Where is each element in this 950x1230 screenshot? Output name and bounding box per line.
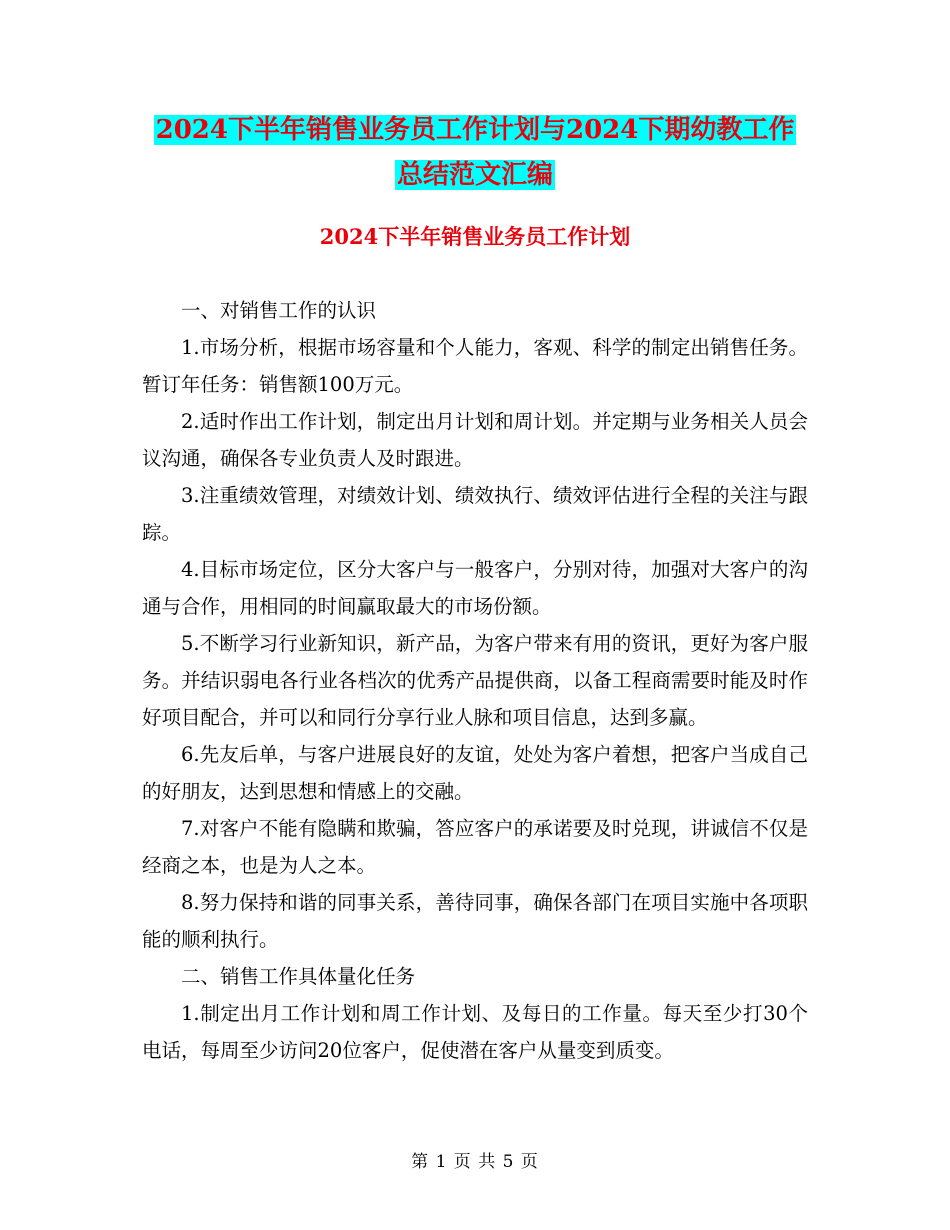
document-body xyxy=(142,292,808,1069)
heading-paragraph: 二、销售工作具体量化任务 xyxy=(181,965,416,988)
page-footer: 第 1 页 共 5 页 xyxy=(411,1152,539,1172)
body-paragraph: 1.市场分析，根据市场容量和个人能力，客观、科学的制定出销售任务。暂订年任务：销售额100万元。 xyxy=(142,336,808,396)
body-paragraph: 1.制定出月工作计划和周工作计划、及每日的工作量。每天至少打30个电话，每周至少访问20位客户，促使潜在客户从量变到质变。 xyxy=(142,1002,808,1062)
body-paragraph: 8.努力保持和谐的同事关系，善待同事，确保各部门在项目实施中各项职能的顺利执行。 xyxy=(142,891,808,951)
heading-paragraph: 一、对销售工作的认识 xyxy=(181,299,377,322)
body-paragraph: 5.不断学习行业新知识，新产品，为客户带来有用的资讯，更好为客户服务。并结识弱电各行业各档次的优秀产品提供商，以备工程商需要时能及时作好项目配合，并可以和同行分享行业人脉和项目信息，达到多赢。 xyxy=(142,632,808,729)
document-title-line-2 xyxy=(140,155,810,195)
body-paragraph: 7.对客户不能有隐瞒和欺骗，答应客户的承诺要及时兑现，讲诚信不仅是经商之本，也是为人之本。 xyxy=(142,817,808,877)
body-paragraph: 6.先友后单，与客户进展良好的友谊，处处为客户着想，把客户当成自己的好朋友，达到思想和情感上的交融。 xyxy=(142,743,808,803)
title-highlight: 总结范文汇编 xyxy=(396,160,553,190)
title-highlight: 2024下半年销售业务员工作计划与2024下期幼教工作 xyxy=(155,115,795,145)
section-title: 2024下半年销售业务员工作计划 xyxy=(319,224,631,249)
document-title-line-1 xyxy=(140,110,810,150)
body-paragraph: 3.注重绩效管理，对绩效计划、绩效执行、绩效评估进行全程的关注与跟踪。 xyxy=(142,484,808,544)
body-paragraph: 4.目标市场定位，区分大客户与一般客户，分别对待，加强对大客户的沟通与合作，用相同的时间赢取最大的市场份额。 xyxy=(142,558,808,618)
body-paragraph: 2.适时作出工作计划，制定出月计划和周计划。并定期与业务相关人员会议沟通，确保各专业负责人及时跟进。 xyxy=(142,410,808,470)
